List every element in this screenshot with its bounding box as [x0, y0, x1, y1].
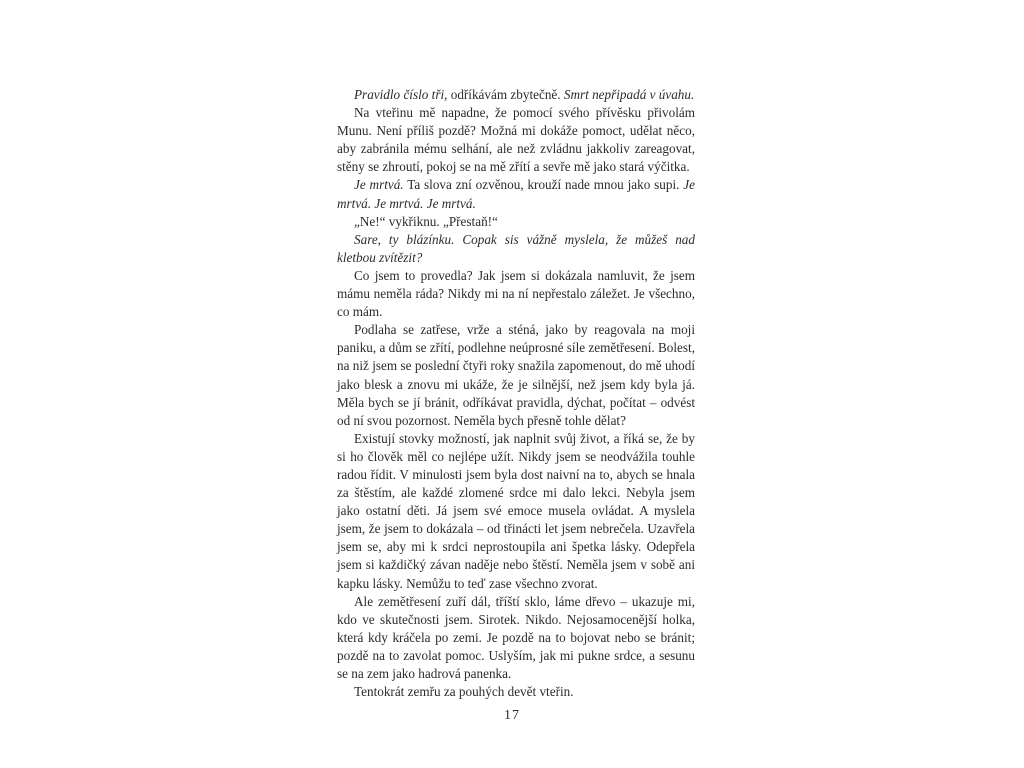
paragraph [337, 104, 695, 176]
paragraph [337, 231, 695, 267]
italic-text-run: Smrt nepřipadá v úvahu. [563, 87, 695, 102]
text-run: Tentokrát zemřu za pouhých devět vteřin. [354, 684, 574, 700]
paragraph [337, 683, 695, 701]
text-run: „Ne!“ vykřiknu. „Přestaň!“ [354, 213, 498, 229]
paragraph [337, 176, 695, 212]
page-number: 17 [504, 708, 520, 723]
body-text [337, 86, 695, 701]
text-run: , odříkávám zbytečně. [444, 87, 564, 102]
text-run: Co jsem to provedla? Jak jsem si dokázala namluvit, že jsem mámu neměla ráda? Nikdy mi na ní nepřestalo záležet. Je všechno, co mám. [337, 267, 695, 320]
paragraph [337, 593, 695, 683]
text-run: Na vteřinu mě napadne, že pomocí svého přívěsku přivolám Munu. Není příliš pozdě? Možná mi dokáže pomoct, udělat něco, aby zabránila mému selhání, ale než zvládnu jakkoliv zareagovat, stěny se zhroutí, pokoj se na mě zřítí a sevře mě jako stará výčitka. [337, 105, 695, 175]
italic-text-run: Je mrtvá. Je mrtvá. Je mrtvá. [337, 177, 695, 211]
italic-text-run: Je mrtvá. [354, 177, 404, 193]
italic-text-run: Pravidlo číslo tři [354, 87, 445, 102]
paragraph [337, 267, 695, 321]
paragraph [337, 430, 695, 593]
text-run: Podlaha se zatřese, vrže a sténá, jako by reagovala na moji paniku, a dům se zřítí, podlehne neúprosné síle zemětřesení. Bolest, na niž jsem se poslední čtyři roky snažila zapomenout, do mě uhodí jako blesk a znovu mi ukáže, že je silnější, než jsem kdy byla já. Měla bych se jí bránit, odříkávat pravidla, dýchat, počítat – odvést od ní svou pozornost. Neměla bych přesně tohle dělat? [337, 322, 695, 428]
italic-text-run: Sare, ty blázínku. Copak sis vážně myslela, že můžeš nad kletbou zvítězit? [337, 231, 695, 265]
text-run: Ta slova zní ozvěnou, krouží nade mnou jako supi. [403, 177, 684, 193]
paragraph [337, 213, 695, 231]
text-run: Ale zemětřesení zuří dál, tříští sklo, láme dřevo – ukazuje mi, kdo ve skutečnosti jsem. Sirotek. Nikdo. Nejosamocenější holka, která kdy kráčela po zemi. Je pozdě na to bojovat nebo se bránit; pozdě na to zavolat pomoc. Uslyším, jak mi pukne srdce, a sesunu se na zem jako hadrová panenka. [337, 593, 695, 681]
paragraph [337, 86, 695, 104]
text-run: Existují stovky možností, jak naplnit svůj život, a říká se, že by si ho člověk měl co nejlépe užít. Nikdy jsem se neodvážila touhle radou řídit. V minulosti jsem byla dost naivní na to, abych se hnala za štěstím, ale každé zlomené srdce mi dalo lekci. Nebyla jsem jako ostatní děti. Já jsem své emoce musela ovládat. A myslela jsem, že jsem to dokázala – od třinácti let jsem nebrečela. Uzavřela jsem se, aby mi k srdci neprostoupila ani špetka lásky. Odepřela jsem si každičký závan naděje nebo štěstí. Neměla jsem v sobě ani kapku lásky. Nemůžu to teď zase všechno zvorat. [337, 430, 695, 591]
paragraph [337, 321, 695, 430]
